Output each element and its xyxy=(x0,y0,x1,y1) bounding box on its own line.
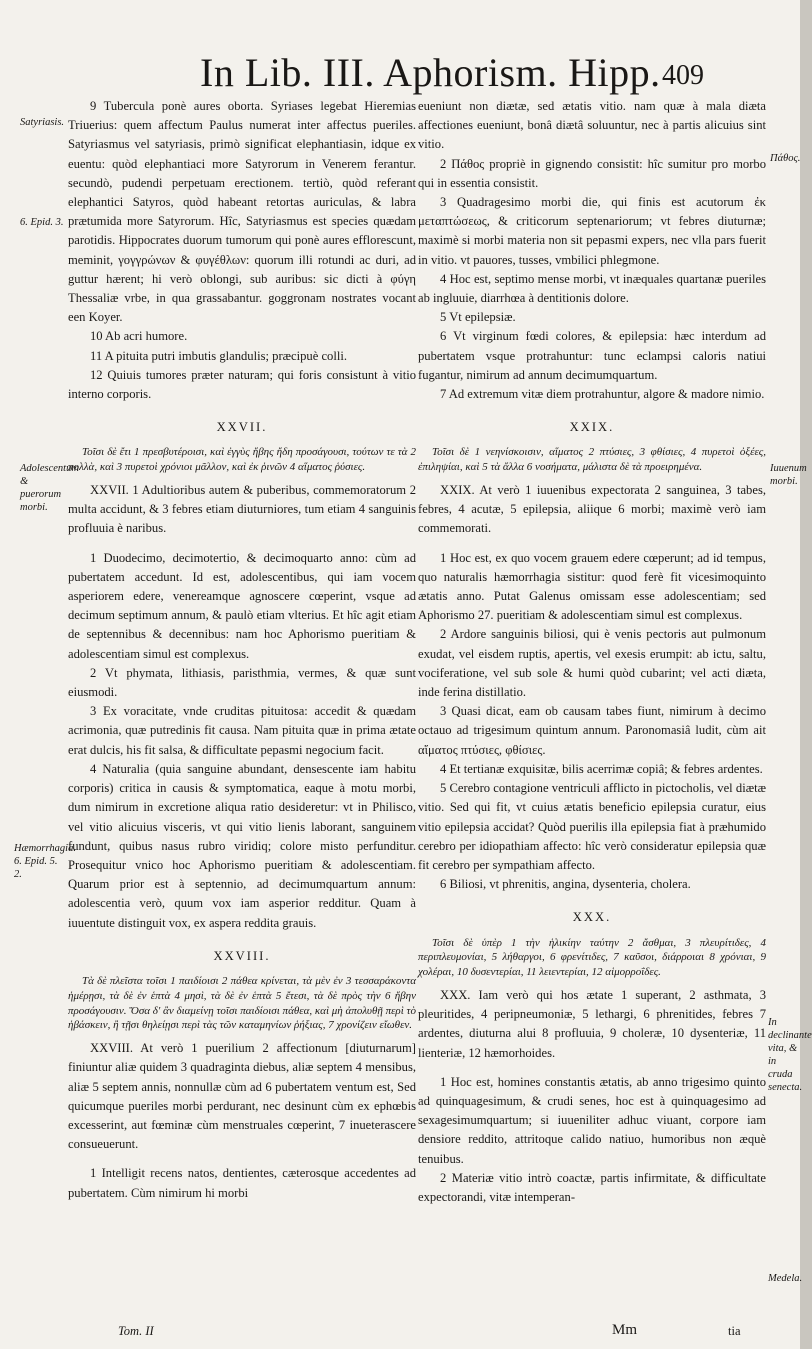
margin-note-iuuenum: Iuuenum morbi. xyxy=(770,463,807,487)
note-paragraph: 12 Quiuis tumores præter naturam; qui foris consistunt à vitio interno corporis. xyxy=(68,367,416,402)
note-paragraph: 3 Quadragesimo morbi die, qui finis est acutorum ἐκ μεταπτώσεως, & criticorum septenariorum; vt febres diuturnæ; maximè si morbi materia non sit pepasmi expers, nec vlla pars fuerit in vitio. vt pauores, tusses, vmbilici phlegmone. xyxy=(418,195,766,267)
section-heading-30: XXX. xyxy=(572,910,612,925)
margin-note-medela: Medela. xyxy=(768,1273,803,1284)
greek-aphorism-28: Τὰ δὲ πλεῖστα τοῖσι 1 παιδίοισι 2 πάθεα κρίνεται, τὰ μὲν ἐν 3 τεσσαράκοντα ἡμέρῃσι, τὰ δὲ ἐν ἑπτὰ 4 μησὶ, τὰ δὲ ἐν ἑπτὰ 5 ἔτεσι, τὰ δὲ πρὸς τὴν 6 ἥβην προσάγουσιν. Ὅσα δ' ἂν διαμείνῃ τοῖσι παιδίοισι πάθεα, καὶ μὴ ἀπολυθῇ περὶ τὸ ἡβάσκειν, ἢ τῇσι θηλείῃσι περὶ τὰς τῶν καταμηνίων ῥήξιας, 7 χρονίζειν εἴωθεν. xyxy=(68,974,416,1032)
greek-aphorism-30: Τοῖσι δὲ ὑπὲρ 1 τὴν ἡλικίην ταύτην 2 ἄσθμαι, 3 πλευρίτιδες, 4 περιπλευμονίαι, 5 λήθαργοι, 6 φρενίτιδες, 7 καῦσοι, διάρροιαι 8 χρόνιαι, 9 χολέραι, 10 δυσεντερίαι, 11 λειεντερίαι, 12 αἱμορροΐδες. xyxy=(418,936,766,979)
greek-aphorism-29: Τοῖσι δὲ 1 νεηνίσκοισιν, αἵματος 2 πτύσιες, 3 φθίσιες, 4 πυρετοὶ ὀξέες, ἐπιληψίαι, καὶ 5 τὰ ἄλλα 6 νοσήματα, μάλιστα δὲ τὰ προειρημένα. xyxy=(418,446,766,474)
latin-aphorism-27: XXVII. 1 Adultioribus autem & puberibus, commemoratorum 2 multa accidunt, & 3 febres etiam diuturniores, tum etiam 4 sanguinis profluuia è naribus. xyxy=(68,483,416,536)
commentary-29-6: 6 Biliosi, vt phrenitis, angina, dysenteria, cholera. xyxy=(440,877,691,892)
note-paragraph: 11 A pituita putri imbutis glandulis; præcipuè colli. xyxy=(90,348,347,363)
commentary-28-1: 1 Intelligit recens natos, dentientes, cæterosque accedentes ad pubertatem. Cùm nimirum hi morbi xyxy=(68,1166,416,1200)
commentary-29-3: 3 Quasi dicat, eam ob causam tabes fiunt, nimirum à decimo octauo ad trigesimum quintum annum. Paronomasiâ ludit, cùm ait αἵματος πτύσιες, φθίσιες. xyxy=(418,704,766,757)
section-heading-27: XXVII. xyxy=(216,420,268,435)
note-paragraph: 4 Hoc est, septimo mense morbi, vt inæquales quartanæ pueriles ab ingluuie, diarrhœa à dentitionis dolore. xyxy=(418,271,766,306)
commentary-30-2: 2 Materiæ vitio intrò coactæ, partis infirmitate, & difficultate expectorandi, vitæ intemperan- xyxy=(418,1170,766,1204)
greek-aphorism-27: Τοῖσι δὲ ἔτι 1 πρεσβυτέροισι, καὶ ἐγγὺς ἥβης ἤδη προσάγουσι, τούτων τε τὰ 2 πολλὰ, καὶ 3 πυρετοὶ χρόνιοι μᾶλλον, καὶ ἐκ ῥινῶν 4 αἵματος ῥύσιες. xyxy=(68,446,416,474)
running-title: In Lib. III. Aphorism. Hipp. xyxy=(200,50,661,95)
margin-note-pathos: Πάθος. xyxy=(770,153,801,164)
latin-aphorism-30: XXX. Iam verò qui hos ætate 1 superant, 2 asthmata, 3 pleuritides, 4 peripneumoniæ, 5 lethargi, 6 phrenitides, febres 7 ardentes, diuturna alui 8 profluuia, 9 choleræ, 10 dysenteriæ, 11 lienteriæ, 12 hæmorhoides. xyxy=(418,987,766,1060)
commentary-29-4: 4 Et tertianæ exquisitæ, bilis acerrimæ copiâ; & febres ardentes. xyxy=(440,761,763,776)
margin-note-declinante: In declinante vita, & in cruda senecta. xyxy=(768,1017,812,1093)
note-paragraph: 5 Vt epilepsiæ. xyxy=(440,310,516,325)
right-column xyxy=(418,97,766,1207)
margin-note-adolescentum: Adolescentum & puerorum morbi. xyxy=(20,463,79,513)
margin-note-epid: 6. Epid. 3. xyxy=(20,217,64,228)
catchword: tia xyxy=(728,1324,741,1338)
margin-note-haemorrhagia: Hæmorrhagia. 6. Epid. 5. 2. xyxy=(14,843,76,880)
margin-note-satyriasis: Satyriasis. xyxy=(20,117,65,128)
note-paragraph: 6 Vt virginum fœdi colores, & epilepsia: hæc interdum ad pubertatem vsque protrahuntur: tunc eclampsi caloris natiui fugantur, nimirum ad annum decimumquartum. xyxy=(418,329,766,382)
commentary-29-2: 2 Ardore sanguinis biliosi, qui è venis pectoris aut pulmonum exudat, vel eisdem ruptis, apertis, vel exesis erumpit: ab ictu, saltu, vociferatione, vel sub sole & humi quòd cubarint; vel acti diæta, inde ferina distillatio. xyxy=(418,627,766,700)
section-heading-28: XXVIII. xyxy=(213,948,271,963)
commentary-30-1: 1 Hoc est, homines constantis ætatis, ab anno trigesimo quinto ad quinquagesimum, & crudi senes, hoc est à quinquagesimo ad sexagesimumquartum; si iuueniliter adhuc viuant, corpore iam densiore reddito, attritoque calido natiuo, humoribus non æquè tenuibus. xyxy=(418,1074,766,1166)
commentary-27-4: 4 Naturalia (quia sanguine abundant, densescente iam habitu corporis) critica in causis & symptomatica, eaque à motu morbi, dum nimirum in excretione aliqua ratio desideretur: vt in Philisco, vel vitio alicuius visceris, vt qui vitio lienis laborant, sanguinem fundunt, quibus nasus rubro viridiq; colore misto perfunditur. Prosequitur vnico hoc Aphorismo pueritiam & adolescentiam. Quarum prior est à septennio, ad decimumquartum annum: adolescentia verò, quum vox iam asperior redditur. Quam à iuuentute distinguit vox, ex aspera reddita grauis. xyxy=(68,761,416,930)
section-heading-29: XXIX. xyxy=(569,420,615,435)
commentary-27-2: 2 Vt phymata, lithiasis, paristhmia, vermes, & quæ sunt eiusmodi. xyxy=(68,665,416,700)
note-paragraph: 7 Ad extremum vitæ diem protrahuntur, algore & madore nimio. xyxy=(440,387,765,402)
commentary-29-1: 1 Hoc est, ex quo vocem grauem edere cœperunt; ad id tempus, quo naturalis hæmorrhagia sistitur: quod ferè fit vicesimoquinto ætatis anno. Putat Galenus omissam esse adolescentiam; sed Aphorismo 27. pueritiam & adolescentiam simul est complexus. xyxy=(418,550,766,623)
note-paragraph: 2 Πάθος propriè in gignendo consistit: hîc sumitur pro morbo qui in essentia consistit. xyxy=(418,156,766,190)
commentary-27-1: 1 Duodecimo, decimotertio, & decimoquarto anno: cùm ad pubertatem accedunt. Id est, adolescentibus, qui iam vocem asperiorem edere, venereamque agnoscere cœperint, vsque ad decimum septimum annum, & paulò etiam vlterius. Et hîc agit etiam de septennibus & decennibus: nam hoc Aphorismo pueritiam & adolescentiam simul est complexus. xyxy=(68,550,416,661)
left-column xyxy=(68,97,416,1203)
commentary-27-3: 3 Ex voracitate, vnde cruditas pituitosa: accedit & quædam acrimonia, quæ putredinis fit causa. Nam pituita quæ in prima ætate erat dulcis, his fit salsa, & difficultate pepasmi negocium facit. xyxy=(68,704,416,757)
note-paragraph: 9 Tubercula ponè aures oborta. Syriases legebat Hieremias Triuerius: quem affectum Paulus numerat inter affectus pueriles. Satyriasmus vel satyriasis, primò significat elephantiasin, idque ex euentu: quòd elephantiaci more Satyrorum in Venerem ferantur. secundò, pudendi perpetuam erectionem. tertiò, quòd referant elephantici Satyros, quòd habeant retortas auriculas, & labra prætumida more Satyrorum. Hîc, Satyriasmus est species quædam parotidis. Hippocrates duorum tumorum qui ponè aures efflorescunt, meminit, γογγρώνων & φυγέθλων: quorum illi rotundi ac duri, ad guttur hærent; hi verò oblongi, sub auribus: sic dicti à φύγη Thessaliæ vrbe, in qua grassabantur. goggronam nostrates vocant een Koyer. xyxy=(68,99,416,325)
volume-label: Tom. II xyxy=(118,1324,154,1338)
signature-mark: Mm xyxy=(612,1322,638,1338)
latin-aphorism-28: XXVIII. At verò 1 puerilium 2 affectionum [diuturnarum] finiuntur aliæ quidem 3 quadraginta diebus, aliæ septem 4 mensibus, aliæ 5 septem annis, nonnullæ cùm ad 6 pubertatem ventum est, Sed quicumque pueriles morbi perdurant, nec desinunt cùm ex ephœbis excesserint, aut fœminæ cùm menstruales cœperint, 7 inueterascere consueuerunt. xyxy=(68,1041,416,1152)
commentary-29-5: 5 Cerebro contagione ventriculi afflicto in pictocholis, vel diætæ vitio. Sed qui fit, vt cuius ætatis beneficio epilepsia curatur, eius vitio epilepsia accidat? Quòd puerilis illa epilepsia fiat à præhumido cerebro per idiopathiam affecto: hîc verò consideratur epilepsia quæ fit cerebro per sympathiam affecto. xyxy=(418,781,766,872)
latin-aphorism-29: XXIX. At verò 1 iuuenibus expectorata 2 sanguinea, 3 tabes, febres, 4 acutæ, 5 epilepsia, aliique 6 morbi; maximè verò iam commemorati. xyxy=(418,483,766,536)
note-paragraph: 10 Ab acri humore. xyxy=(90,329,188,344)
page-number: 409 xyxy=(662,60,704,91)
note-paragraph: eueniunt non diætæ, sed ætatis vitio. nam quæ à mala diæta affectiones eueniunt, bonâ diætâ soluuntur, nec à partis alicuius sint vitio. xyxy=(418,99,766,152)
